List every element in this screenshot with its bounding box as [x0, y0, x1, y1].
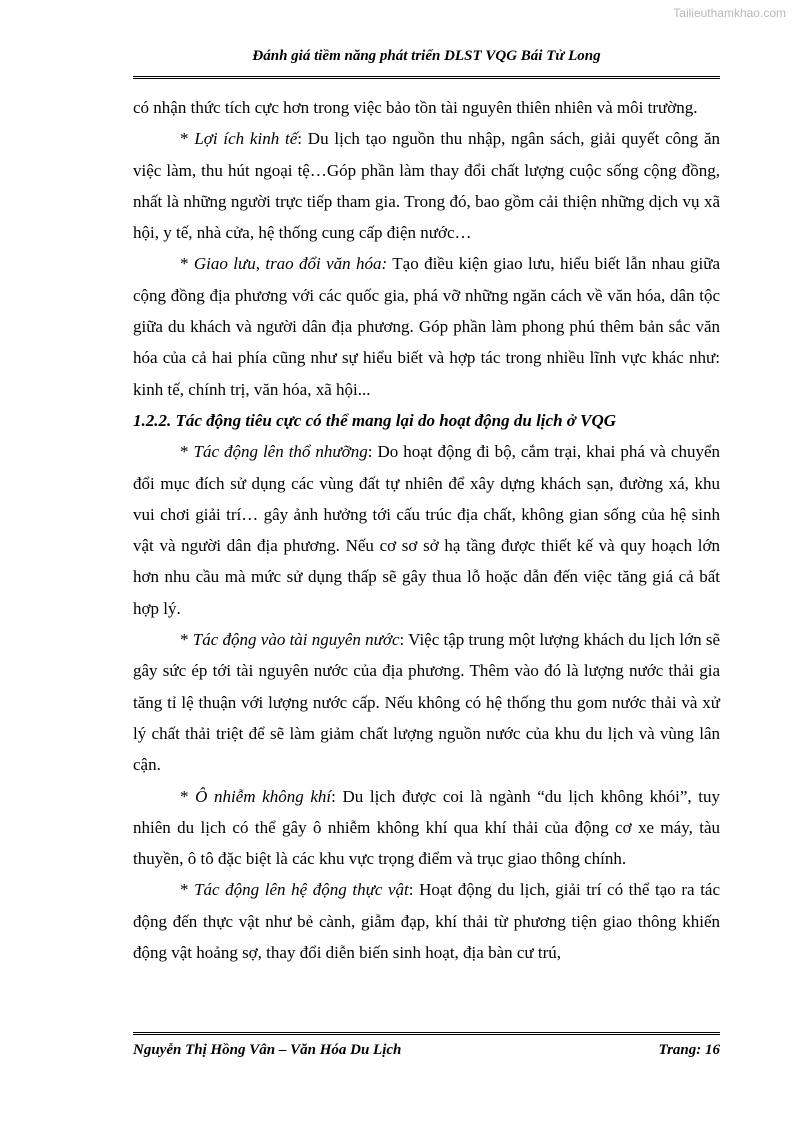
document-body — [133, 92, 720, 968]
paragraph-water-impact: * Tác động vào tài nguyên nước: Việc tập trung một lượng khách du lịch lớn sẽ gây sức ép tới tài nguyên nước của địa phương. Thêm vào đó là lượng nước thải gia tăng tỉ lệ thuận với lượng nước cấp. Nếu không có hệ thống thu gom nước thải và xử lý chất thải triệt để sẽ làm giảm chất lượng nguồn nước của khu du lịch và vùng lân cận. — [133, 630, 721, 775]
footer-divider — [133, 1032, 720, 1035]
label-flora-fauna: Tác động lên hệ động thực vật — [194, 880, 409, 900]
footer-page-number: Trang: 16 — [658, 1042, 720, 1058]
paragraph-soil-impact: * Tác động lên thổ nhưỡng: Do hoạt động đi bộ, cắm trại, khai phá và chuyển đổi mục đích sử dụng các vùng đất tự nhiên để xây dựng khách sạn, đường xá, khu vui chơi giải trí… gây ảnh hưởng tới cấu trúc địa chất, không gian sống của hệ sinh vật và người dân địa phương. Nếu cơ sơ sở hạ tầng được thiết kế và quy hoạch lớn hơn nhu cầu mà mức sử dụng thấp sẽ gây thua lỗ hoặc dẫn đến việc tăng giá cả bất hợp lý. — [133, 442, 720, 618]
paragraph-flora-fauna: * Tác động lên hệ động thực vật: Hoạt động du lịch, giải trí có thể tạo ra tác động đến thực vật như bẻ cành, giẫm đạp, khí thải từ phương tiện giao thông khiến động vật hoảng sợ, thay đổi diễn biến sinh hoạt, địa bàn cư trú, — [133, 880, 721, 963]
label-cultural-exchange: Giao lưu, trao đổi văn hóa: — [193, 254, 388, 274]
label-soil-impact: Tác động lên thổ nhưỡng — [193, 442, 368, 462]
watermark-text: Tailieuthamkhao.com — [673, 6, 786, 20]
section-heading: 1.2.2. Tác động tiêu cực có thể mang lại do hoạt động du lịch ở VQG — [133, 410, 617, 430]
label-economic-benefits: Lợi ích kinh tế — [194, 129, 298, 149]
paragraph-cultural-exchange: * Giao lưu, trao đổi văn hóa: Tạo điều kiện giao lưu, hiểu biết lẫn nhau giữa cộng đồng địa phương với các quốc gia, phá vỡ những ngăn cách về văn hóa, dân tộc giữa du khách và người dân địa phương. Góp phần làm phong phú thêm bản sắc văn hóa của cả hai phía cũng như sự hiểu biết và hợp tác trong nhiều lĩnh vực khác như: kinh tế, chính trị, văn hóa, xã hội... — [133, 254, 721, 399]
paragraph-air-pollution: * Ô nhiễm không khí: Du lịch được coi là ngành “du lịch không khói”, tuy nhiên du lịch có thể gây ô nhiễm không khí qua khí thải của động cơ xe máy, tàu thuyền, ô tô đặc biệt là các khu vực trọng điểm và trục giao thông chính. — [133, 786, 721, 869]
label-air-pollution: Ô nhiễm không khí — [195, 786, 332, 806]
label-water-impact: Tác động vào tài nguyên nước — [192, 630, 400, 650]
page-footer — [133, 1042, 720, 1059]
paragraph-1: có nhận thức tích cực hơn trong việc bảo tồn tài nguyên thiên nhiên và môi trường. — [133, 98, 698, 117]
page-header-title: Đánh giá tiềm năng phát triển DLST VQG Bái Tử Long — [252, 48, 601, 64]
header-divider — [133, 76, 720, 79]
footer-author: Nguyễn Thị Hồng Vân – Văn Hóa Du Lịch — [133, 1042, 402, 1058]
paragraph-economic-benefits: * Lợi ích kinh tế: Du lịch tạo nguồn thu nhập, ngân sách, giải quyết công ăn việc làm, thu hút ngoại tệ…Góp phần làm thay đổi chất lượng cuộc sống cộng đồng, nhất là những người trực tiếp tham gia. Trong đó, bao gồm cải thiện những dịch vụ xã hội, y tế, nhà cửa, hệ thống cung cấp điện nước… — [133, 129, 721, 243]
